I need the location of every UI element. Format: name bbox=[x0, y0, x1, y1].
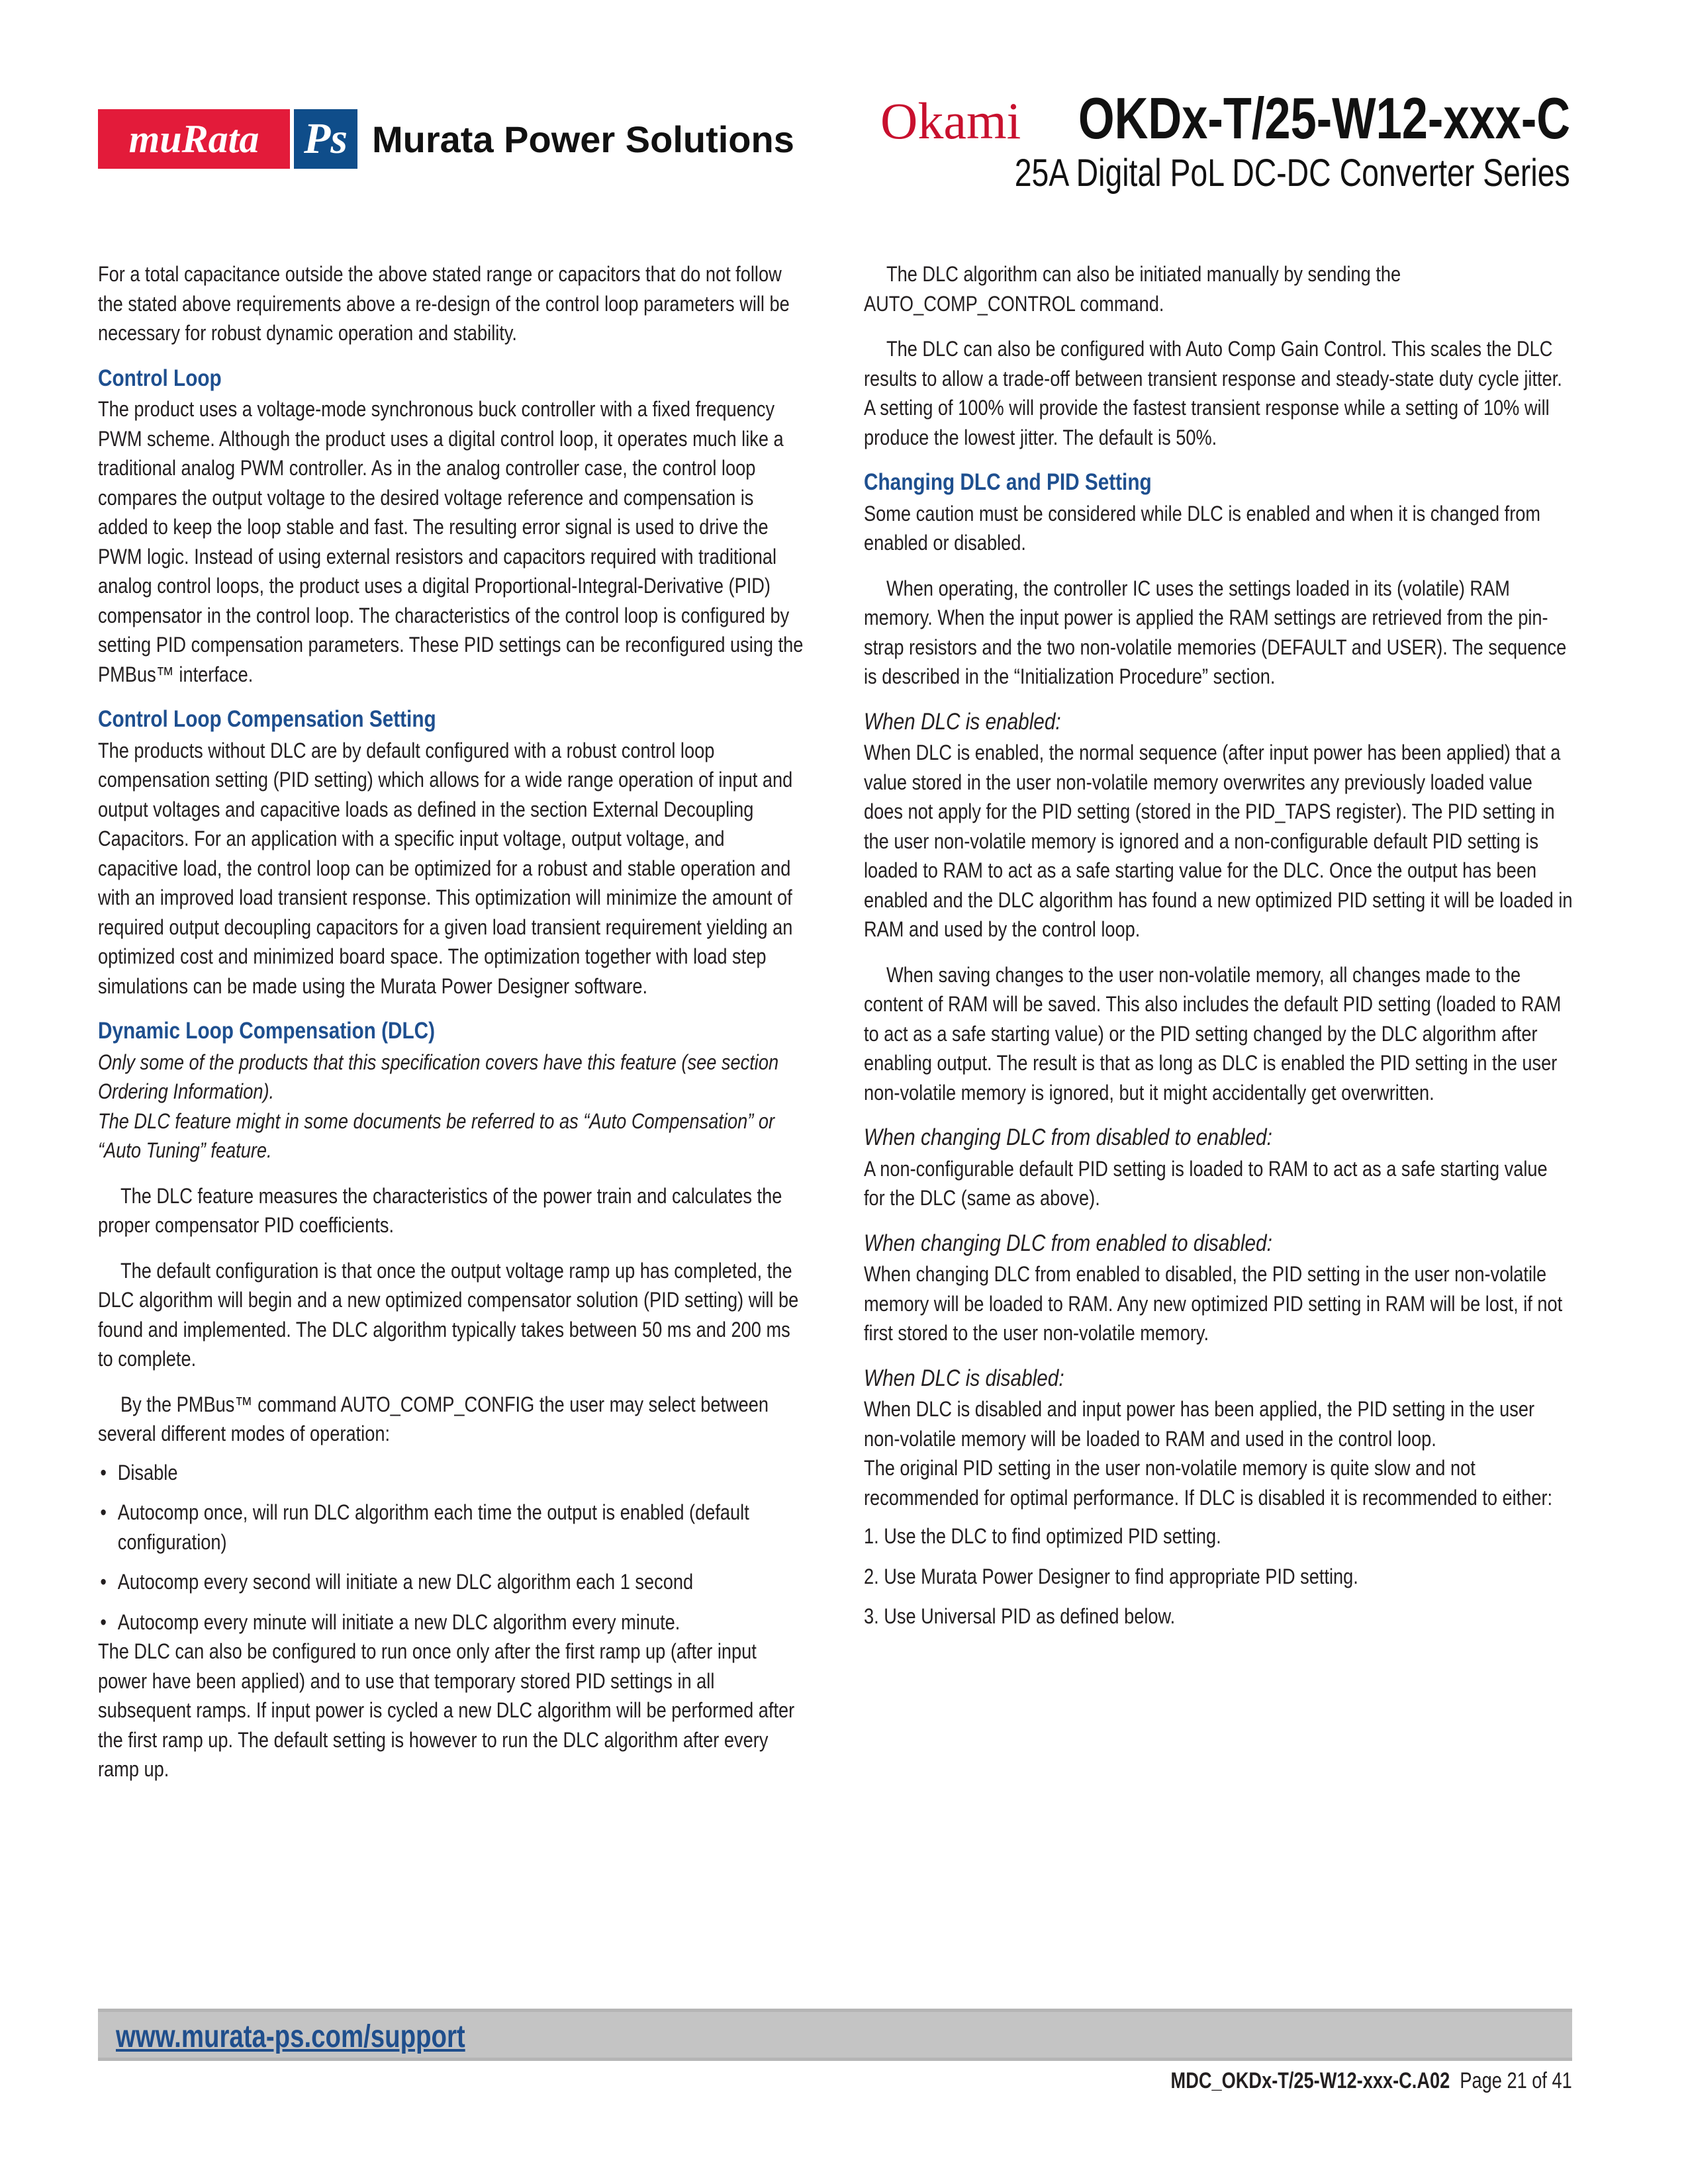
paragraph: The DLC algorithm can also be initiated manually by sending the AUTO_COMP_CONTROL command. bbox=[864, 262, 1401, 316]
paragraph: The DLC feature measures the characteristics of the power train and calculates the proper compensator PID coefficients. bbox=[98, 1183, 782, 1237]
paragraph: When DLC is enabled, the normal sequence (after input power has been applied) that a value stored in the user non-volatile memory overwrites any previously loaded value does not apply for the PID setting (stored in the PID_TAPS register). The PID setting in the user non-volatile memory is ignored and a non-configurable default PID setting is loaded to RAM to act as a safe starting value for the DLC. Once the output has been enabled and the DLC algorithm has found a new optimized PID setting it will be loaded in RAM and used by the control loop. bbox=[864, 741, 1573, 941]
subheading: When changing DLC from disabled to enabled: bbox=[864, 1124, 1272, 1150]
page-info bbox=[1171, 2068, 1572, 2094]
paragraph: The product uses a voltage-mode synchronous buck controller with a fixed frequency PWM scheme. Although the product uses a digital control loop, it operates much like a traditional analog PWM controller. As in the analog controller case, the control loop compares the output voltage to the desired voltage reference and compensation is added to keep the loop stable and fast. The resulting error signal is used to drive the PWM logic. Instead of using external resistors and capacitors required with traditional analog control loops, the product uses a digital Proportional-Integral-Derivative (PID) compensator in the control loop. The characteristics of the control loop is configured by setting PID compensation parameters. These PID settings can be reconfigured using the PMBus™ interface. bbox=[98, 397, 804, 686]
options-list bbox=[864, 1522, 1573, 1631]
okami-logo: Okami bbox=[880, 92, 1021, 150]
right-column bbox=[864, 259, 1573, 1642]
left-column bbox=[98, 259, 808, 1800]
section-heading: Control Loop bbox=[98, 365, 222, 391]
product-subtitle: 25A Digital PoL DC-DC Converter Series bbox=[1015, 152, 1570, 195]
modes-list bbox=[98, 1458, 808, 1637]
subheading: When DLC is enabled: bbox=[864, 708, 1061, 735]
paragraph: When DLC is disabled and input power has been applied, the PID setting in the user non-volatile memory will be loaded to RAM and used in the control loop. bbox=[864, 1397, 1535, 1451]
subheading: When changing DLC from enabled to disabled: bbox=[864, 1230, 1272, 1256]
paragraph: A non-configurable default PID setting is loaded to RAM to act as a safe starting value for the DLC (same as above). bbox=[864, 1156, 1548, 1210]
support-link[interactable]: www.murata-ps.com/support bbox=[116, 2019, 465, 2054]
doc-id: MDC_OKDx-T/25-W12-xxx-C.A02 bbox=[1170, 2068, 1450, 2093]
list-item: • Autocomp every second will initiate a new DLC algorithm each 1 second bbox=[98, 1567, 808, 1597]
paragraph: For a total capacitance outside the above stated range or capacitors that do not follow the stated above requirements above a re-design of the control loop parameters will be necessary for robust dynamic operation and stability. bbox=[98, 262, 790, 345]
section-heading: Changing DLC and PID Setting bbox=[864, 469, 1152, 495]
murata-logo bbox=[98, 109, 794, 169]
page-number: Page 21 of 41 bbox=[1460, 2068, 1572, 2093]
product-title: OKDx-T/25-W12-xxx-C bbox=[1078, 85, 1570, 151]
company-name: Murata Power Solutions bbox=[372, 118, 794, 160]
paragraph: The original PID setting in the user non-volatile memory is quite slow and not recommended for optimal performance. If DLC is disabled it is recommended to either: bbox=[864, 1456, 1553, 1510]
footer-bar bbox=[98, 2009, 1572, 2061]
paragraph: When operating, the controller IC uses the settings loaded in its (volatile) RAM memory. When the input power is applied the RAM settings are retrieved from the pin-strap resistors and the two non-volatile memories (DEFAULT and USER). The sequence is described in the “Initialization Procedure” section. bbox=[864, 576, 1567, 688]
list-item: • Autocomp every minute will initiate a new DLC algorithm every minute. bbox=[98, 1608, 808, 1637]
paragraph: When saving changes to the user non-volatile memory, all changes made to the content of RAM will be saved. This also includes the default PID setting (loaded to RAM to act as a safe starting value) or the PID setting changed by the DLC algorithm after enabling output. The result is that as long as DLC is enabled the PID setting in the user non-volatile memory is ignored, but it might accidentally get overwritten. bbox=[864, 962, 1562, 1105]
paragraph: The default configuration is that once the output voltage ramp up has completed, the DLC algorithm will begin and a new optimized compensator solution (PID setting) will be found and implemented. The DLC algorithm typically takes between 50 ms and 200 ms to complete. bbox=[98, 1258, 799, 1371]
paragraph: By the PMBus™ command AUTO_COMP_CONFIG the user may select between several different modes of operation: bbox=[98, 1392, 769, 1445]
list-item: 1. Use the DLC to find optimized PID setting. bbox=[864, 1524, 1221, 1548]
paragraph: The DLC can also be configured with Auto Comp Gain Control. This scales the DLC results to allow a trade-off between transient response and steady-state duty cycle jitter. A setting of 100% will provide the fastest transient response while a setting of 10% will produce the lowest jitter. The default is 50%. bbox=[864, 337, 1562, 449]
list-item: 3. Use Universal PID as defined below. bbox=[864, 1604, 1176, 1628]
note: Only some of the products that this specification covers have this feature (see section Ordering Information). bbox=[98, 1050, 779, 1103]
ps-mark: Ps bbox=[294, 109, 357, 169]
murata-brand-mark: muRata bbox=[98, 109, 290, 169]
list-item: 2. Use Murata Power Designer to find appropriate PID setting. bbox=[864, 1564, 1358, 1588]
paragraph: The products without DLC are by default configured with a robust control loop compensation setting (PID setting) which allows for a wide range operation of input and output voltages and capacitive loads as defined in the section External Decoupling Capacitors. For an application with a specific input voltage, output voltage, and capacitive load, the control loop can be optimized for a robust and stable operation and with an improved load transient response. This optimization will minimize the amount of required output decoupling capacitors for a given load transient requirement yielding an optimized cost and minimized board space. The optimization together with load step simulations can be made using the Murata Power Designer software. bbox=[98, 738, 793, 998]
paragraph: When changing DLC from enabled to disabled, the PID setting in the user non-volatile memory will be loaded to RAM. Any new optimized PID setting in RAM will be lost, if not first stored to the user non-volatile memory. bbox=[864, 1262, 1563, 1345]
subheading: When DLC is disabled: bbox=[864, 1365, 1064, 1391]
paragraph: Some caution must be considered while DLC is enabled and when it is changed from enabled or disabled. bbox=[864, 501, 1541, 555]
paragraph: The DLC can also be configured to run once only after the first ramp up (after input power have been applied) and to use that temporary stored PID settings in all subsequent ramps. If input power is cycled a new DLC algorithm will be performed after the first ramp up. The default setting is however to run the DLC algorithm after every ramp up. bbox=[98, 1639, 795, 1781]
section-heading: Control Loop Compensation Setting bbox=[98, 706, 436, 732]
section-heading: Dynamic Loop Compensation (DLC) bbox=[98, 1018, 436, 1044]
note: The DLC feature might in some documents be referred to as “Auto Compensation” or “Auto Tuning” feature. bbox=[98, 1109, 775, 1162]
list-item: • Disable bbox=[98, 1458, 808, 1488]
list-item: • Autocomp once, will run DLC algorithm each time the output is enabled (default configuration) bbox=[98, 1498, 808, 1557]
